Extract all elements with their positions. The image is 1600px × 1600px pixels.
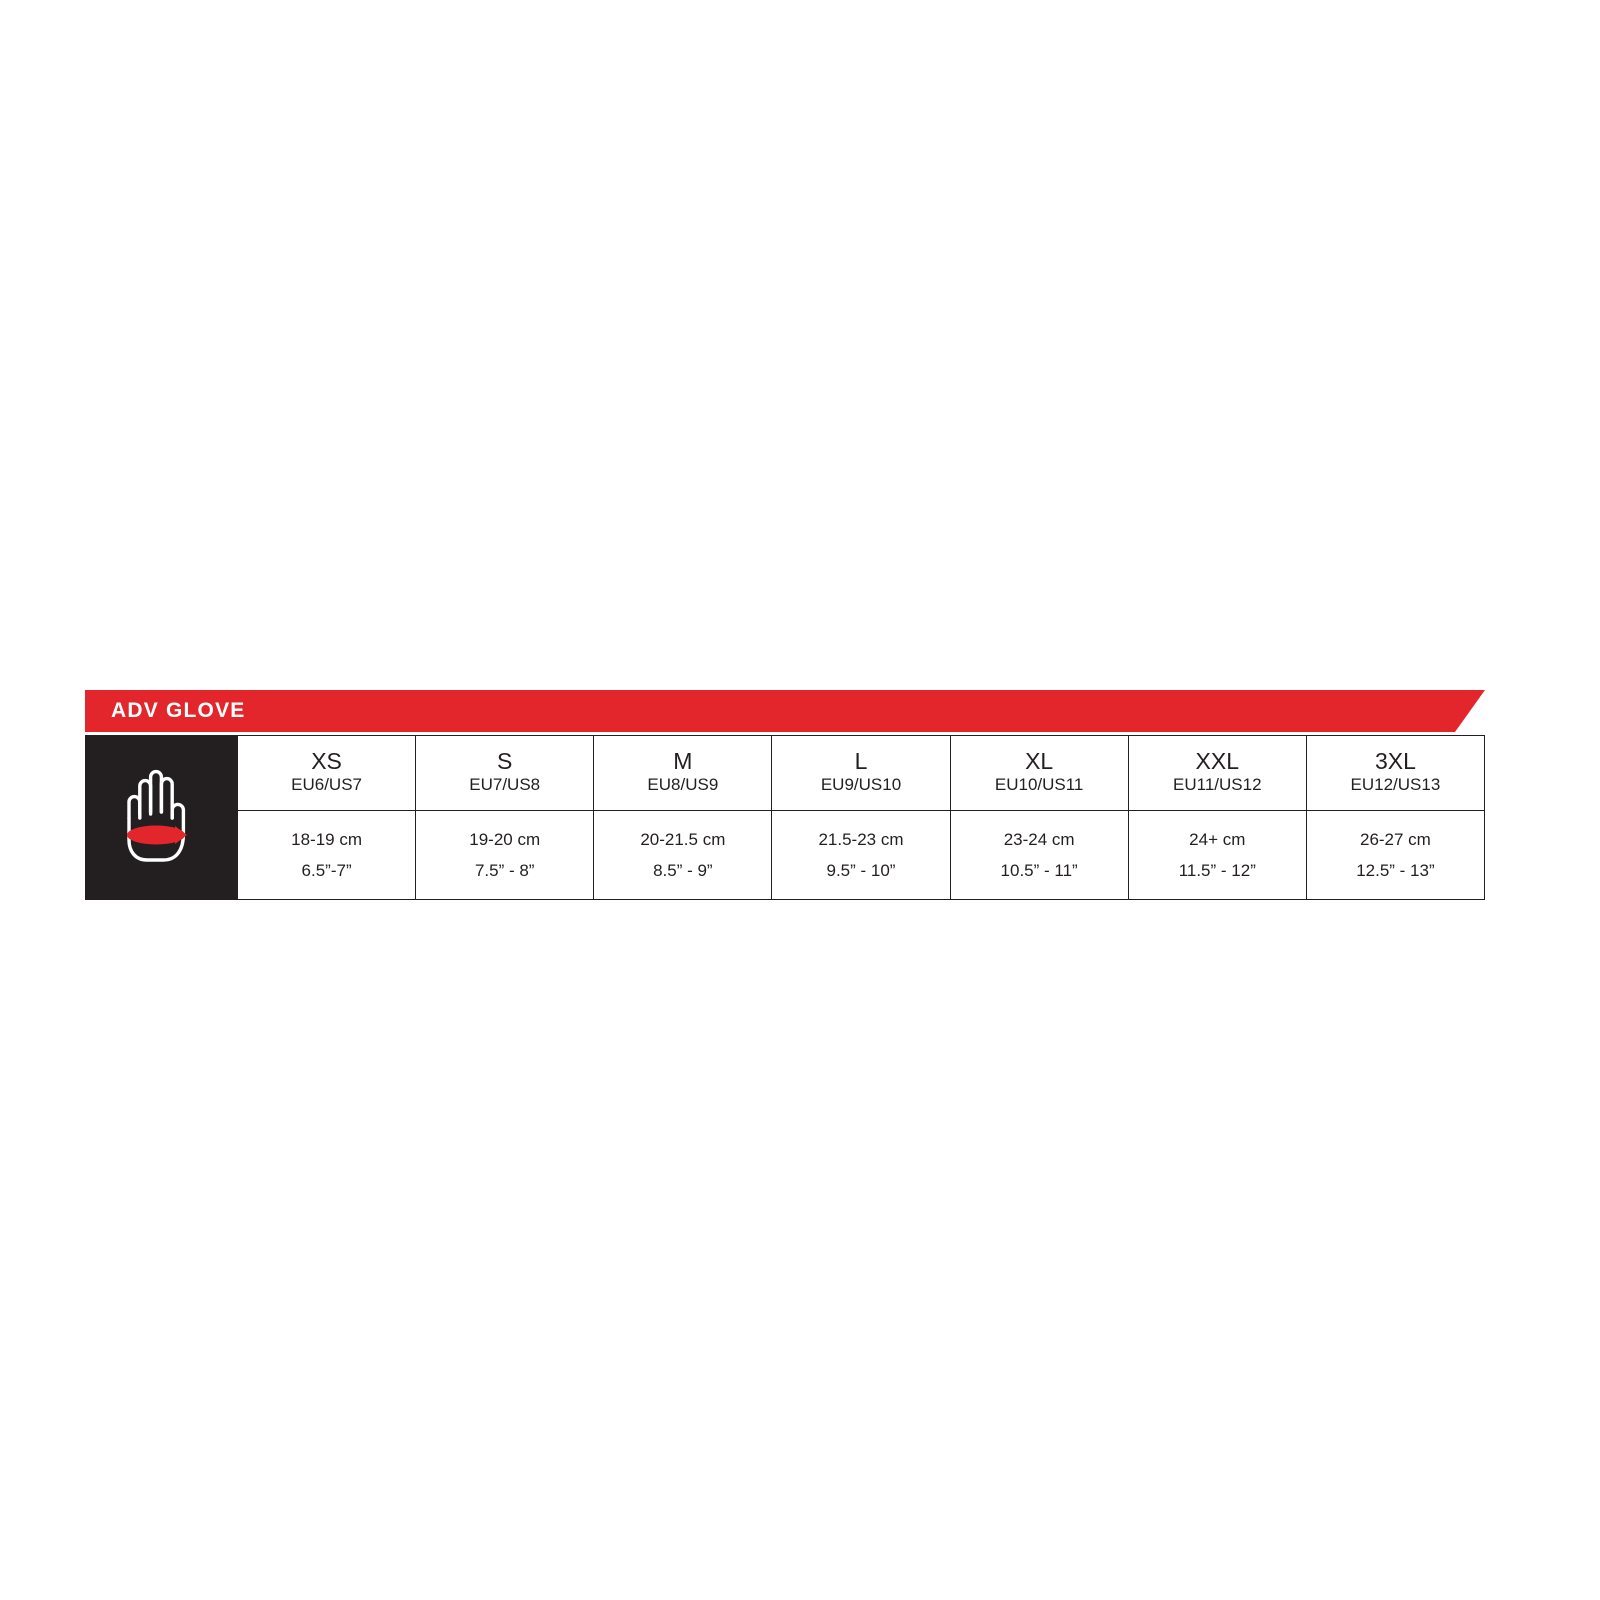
size-chart xyxy=(85,690,1485,900)
size-label: XL xyxy=(1025,748,1054,775)
size-eu-us: EU9/US10 xyxy=(820,774,902,794)
size-label: 3XL xyxy=(1374,748,1416,775)
measurement-cm: 19-20 cm xyxy=(469,829,541,849)
measurement-in: 7.5” - 8” xyxy=(474,861,535,880)
table-header-xxl xyxy=(1128,736,1306,811)
size-table xyxy=(85,735,1485,900)
measurement-cell-l xyxy=(772,811,950,900)
hand-icon-cell xyxy=(86,736,238,900)
size-eu-us: EU8/US9 xyxy=(647,774,719,794)
hand-measure-icon xyxy=(86,748,238,888)
table-header-row xyxy=(86,736,1485,811)
table-header-s xyxy=(416,736,594,811)
measurement-in: 6.5”-7” xyxy=(301,861,352,880)
table-header-xl xyxy=(950,736,1128,811)
measurement-in: 11.5” - 12” xyxy=(1178,861,1256,880)
table-header-3xl xyxy=(1306,736,1484,811)
size-eu-us: EU11/US12 xyxy=(1173,774,1262,794)
size-label: M xyxy=(673,748,693,775)
measurement-in: 12.5” - 13” xyxy=(1356,861,1435,880)
measurement-cell-xl xyxy=(950,811,1128,900)
size-eu-us: EU12/US13 xyxy=(1350,774,1441,794)
table-header-l xyxy=(772,736,950,811)
banner-background xyxy=(85,690,1485,732)
chart-banner xyxy=(85,690,1485,732)
measurement-cell-xs xyxy=(238,811,416,900)
table-header-xs xyxy=(238,736,416,811)
size-label: XXL xyxy=(1195,748,1240,775)
size-label: L xyxy=(854,748,868,775)
measurement-cm: 24+ cm xyxy=(1189,829,1246,849)
size-label: XS xyxy=(311,748,342,775)
measurement-in: 9.5” - 10” xyxy=(826,861,896,880)
size-eu-us: EU10/US11 xyxy=(994,774,1084,794)
measurement-cell-3xl xyxy=(1306,811,1484,900)
table-header-m xyxy=(594,736,772,811)
measurement-cm: 23-24 cm xyxy=(1003,829,1075,849)
measurement-cell-m xyxy=(594,811,772,900)
measurement-cell-s xyxy=(416,811,594,900)
size-eu-us: EU7/US8 xyxy=(469,774,541,794)
page-title: ADV GLOVE xyxy=(111,699,246,722)
measurement-cm: 20-21.5 cm xyxy=(640,829,726,849)
measurement-cell-xxl xyxy=(1128,811,1306,900)
measurement-cm: 26-27 cm xyxy=(1359,829,1431,849)
measurement-in: 8.5” - 9” xyxy=(653,861,713,880)
measurement-cm: 18-19 cm xyxy=(291,829,362,849)
size-label: S xyxy=(497,748,513,775)
measurement-in: 10.5” - 11” xyxy=(1000,861,1078,880)
size-eu-us: EU6/US7 xyxy=(291,774,362,794)
measurement-cm: 21.5-23 cm xyxy=(818,829,904,849)
table-row xyxy=(86,811,1485,900)
